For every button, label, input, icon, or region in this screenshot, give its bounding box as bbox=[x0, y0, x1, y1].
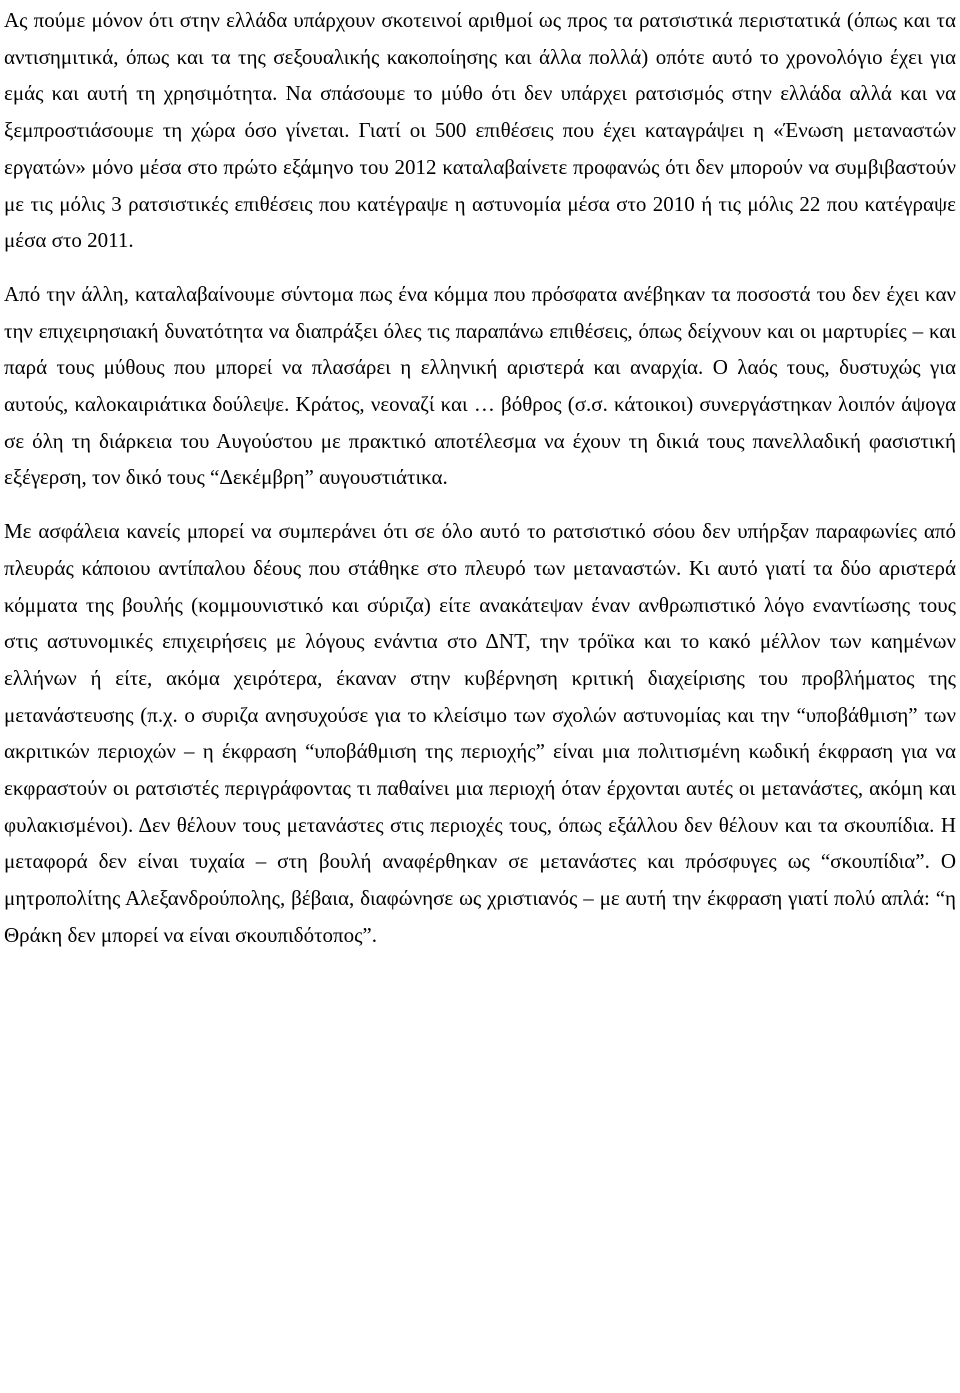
document-body bbox=[4, 2, 956, 971]
paragraph-1: Ας πούμε μόνον ότι στην ελλάδα υπάρχουν σκοτεινοί αριθμοί ως προς τα ρατσιστικά περιστατικά (όπως και τα αντισημιτικά, όπως και τα της σεξουαλικής κακοποίησης και άλλα πολλά) οπότε αυτό το χρονολόγιο έχει για εμάς και αυτή τη χρησιμότητα. Να σπάσουμε το μύθο ότι δεν υπάρχει ρατσισμός στην ελλάδα αλλά και να ξεμπροστιάσουμε τη χώρα όσο γίνεται. Γιατί οι 500 επιθέσεις που έχει καταγράψει η «Ένωση μεταναστών εργατών» μόνο μέσα στο πρώτο εξάμηνο του 2012 καταλαβαίνετε προφανώς ότι δεν μπορούν να συμβιβαστούν με τις μόλις 3 ρατσιστικές επιθέσεις που κατέγραψε η αστυνομία μέσα στο 2010 ή τις μόλις 22 που κατέγραψε μέσα στο 2011. bbox=[4, 8, 956, 253]
paragraph-3: Με ασφάλεια κανείς μπορεί να συμπεράνει ότι σε όλο αυτό το ρατσιστικό σόου δεν υπήρξαν παραφωνίες από πλευράς κάποιου αντίπαλου δέους που στάθηκε στο πλευρό των μεταναστών. Κι αυτό γιατί τα δύο αριστερά κόμματα της βουλής (κομμουνιστικό και σύριζα) είτε ανακάτεψαν έναν ανθρωπιστικό λόγο εναντίωσης τους στις αστυνομικές επιχειρήσεις με λόγους ενάντια στο ΔΝΤ, την τρόϊκα και το κακό μέλλον των καημένων ελλήνων ή είτε, ακόμα χειρότερα, έκαναν στην κυβέρνηση κριτική διαχείρισης του προβλήματος της μετανάστευσης (π.χ. ο συριζα ανησυχούσε για το κλείσιμο των σχολών αστυνομίας και την “υποβάθμιση” των ακριτικών περιοχών – η έκφραση “υποβάθμιση της περιοχής” είναι μια πολιτισμένη κωδική έκφραση για να εκφραστούν οι ρατσιστές περιγράφοντας τι παθαίνει μια περιοχή όταν έρχονται αυτές οι μετανάστες, ακόμη και φυλακισμένοι). Δεν θέλουν τους μετανάστες στις περιοχές τους, όπως εξάλλου δεν θέλουν και τα σκουπίδια. Η μεταφορά δεν είναι τυχαία – στη βουλή αναφέρθηκαν σε μετανάστες και πρόσφυγες ως “σκουπίδια”. Ο μητροπολίτης Αλεξανδρούπολης, βέβαια, διαφώνησε ως χριστιανός – με αυτή την έκφραση γιατί πολύ απλά: “η Θράκη δεν μπορεί να είναι σκουπιδότοπος”. bbox=[4, 519, 956, 947]
paragraph-2: Από την άλλη, καταλαβαίνουμε σύντομα πως ένα κόμμα που πρόσφατα ανέβηκαν τα ποσοστά του δεν έχει καν την επιχειρησιακή δυνατότητα να διαπράξει όλες τις παραπάνω επιθέσεις, όπως δείχνουν και οι μαρτυρίες – και παρά τους μύθους που μπορεί να πλασάρει η ελληνική αριστερά και αναρχία. Ο λαός τους, δυστυχώς για αυτούς, καλοκαιριάτικα δούλεψε. Κράτος, νεοναζί και … βόθρος (σ.σ. κάτοικοι) συνεργάστηκαν λοιπόν άψογα σε όλη τη διάρκεια του Αυγούστου με πρακτικό αποτέλεσμα να έχουν τη δικιά τους πανελλαδική φασιστική εξέγερση, τον δικό τους “Δεκέμβρη” αυγουστιάτικα. bbox=[4, 281, 956, 490]
